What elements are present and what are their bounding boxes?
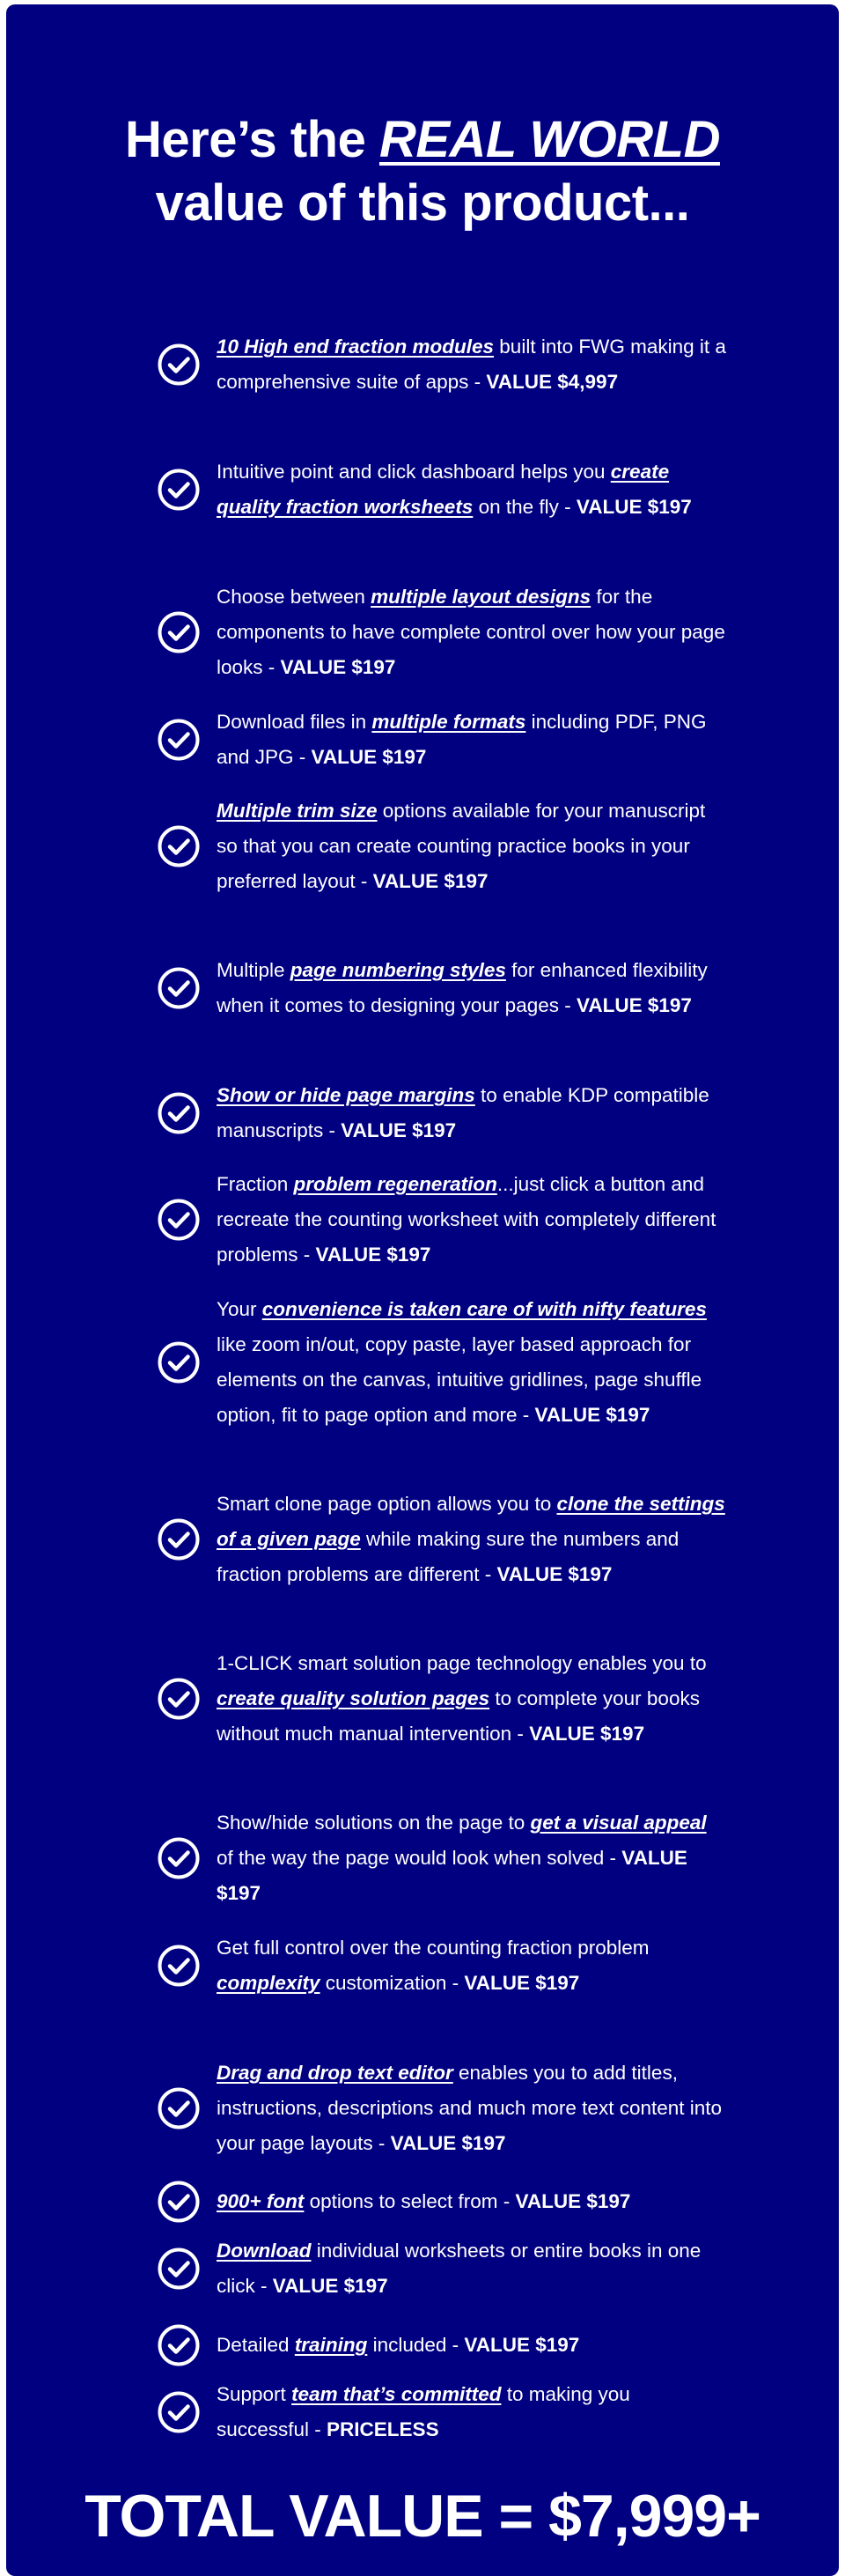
feature-highlight: problem regeneration	[293, 1173, 497, 1195]
check-circle-icon	[157, 1198, 201, 1242]
check-circle-icon	[157, 1091, 201, 1135]
list-item	[157, 2056, 729, 2161]
headline-prefix: Here’s the	[125, 111, 379, 168]
headline-emphasis: REAL WORLD	[378, 111, 720, 168]
feature-text: Detailed training included - VALUE $197	[217, 2334, 580, 2356]
feature-highlight: create quality fraction worksheets	[217, 461, 670, 518]
feature-value: VALUE $4,997	[486, 371, 619, 393]
check-circle-icon	[157, 718, 201, 762]
list-item	[157, 1805, 729, 1911]
check-circle-icon	[157, 610, 201, 654]
feature-text: Download files in multiple formats including PDF, PNG and JPG - VALUE $197	[217, 711, 707, 768]
feature-text: Fraction problem regeneration...just click a button and recreate the counting worksheet with completely different problems - VALUE $197	[217, 1173, 716, 1266]
feature-value: VALUE $197	[280, 656, 396, 678]
list-item	[157, 1646, 729, 1752]
feature-value: VALUE $197	[390, 2132, 506, 2154]
feature-highlight: 900+ font	[217, 2190, 305, 2212]
check-circle-icon	[157, 1340, 201, 1384]
list-item	[157, 1930, 729, 2001]
feature-highlight: Show or hide page margins	[217, 1084, 475, 1106]
feature-highlight: Drag and drop text editor	[217, 2062, 453, 2084]
feature-value: VALUE $197	[529, 1723, 645, 1745]
check-circle-icon	[157, 2180, 201, 2224]
feature-text: Multiple page numbering styles for enhanced flexibility when it comes to designing your pages - VALUE $197	[217, 959, 708, 1016]
list-item	[157, 329, 729, 400]
check-circle-icon	[157, 824, 201, 868]
feature-highlight: complexity	[217, 1972, 320, 1994]
feature-value: VALUE $197	[315, 1244, 431, 1266]
feature-value: VALUE $197	[576, 496, 692, 518]
feature-value: VALUE $197	[311, 746, 427, 768]
feature-value: VALUE $197	[534, 1404, 650, 1426]
check-circle-icon	[157, 1944, 201, 1988]
total-value-heading: TOTAL VALUE = $7,999+	[84, 2483, 760, 2550]
feature-value: VALUE $197	[576, 994, 692, 1016]
feature-text: Drag and drop text editor enables you to add titles, instructions, descriptions and much more text content into your page layouts - VALUE $197	[217, 2062, 723, 2154]
feature-text: 900+ font options to select from - VALUE $197	[217, 2190, 631, 2212]
list-item	[157, 2233, 729, 2304]
feature-highlight: multiple formats	[371, 711, 526, 733]
list-item	[157, 1078, 729, 1148]
feature-text: Show or hide page margins to enable KDP compatible manuscripts - VALUE $197	[217, 1084, 709, 1141]
feature-highlight: team that’s committed	[291, 2383, 502, 2405]
feature-value: VALUE $197	[464, 2334, 580, 2356]
check-circle-icon	[157, 1836, 201, 1880]
feature-text: Multiple trim size options available for your manuscript so that you can create counting practice books in your preferred layout - VALUE $197	[217, 800, 706, 892]
check-circle-icon	[157, 2390, 201, 2434]
feature-text: Intuitive point and click dashboard helps you create quality fraction worksheets on the fly - VALUE $197	[217, 461, 692, 518]
check-circle-icon	[157, 1517, 201, 1561]
list-item	[157, 579, 729, 685]
feature-text: Your convenience is taken care of with nifty features like zoom in/out, copy paste, layer based approach for elements on the canvas, intuitive gridlines, page shuffle option, fit to page option and more - VALUE $197	[217, 1298, 707, 1426]
feature-value: VALUE $197	[515, 2190, 631, 2212]
feature-value: VALUE $197	[217, 1847, 687, 1904]
list-item	[157, 2180, 729, 2224]
feature-highlight: convenience is taken care of with nifty features	[261, 1298, 707, 1320]
feature-list	[6, 4, 839, 2576]
feature-highlight: Multiple trim size	[217, 800, 378, 822]
feature-highlight: 10 High end fraction modules	[217, 336, 495, 358]
feature-highlight: clone the settings of a given page	[217, 1493, 725, 1550]
list-item	[157, 2377, 729, 2447]
feature-text: Choose between multiple layout designs for the components to have complete control over how your page looks - VALUE $197	[217, 586, 725, 678]
feature-value: VALUE $197	[341, 1119, 457, 1141]
feature-highlight: Download	[217, 2240, 312, 2262]
list-item	[157, 2323, 729, 2367]
headline-suffix: value of this product...	[155, 174, 690, 232]
feature-value: VALUE $197	[272, 2275, 388, 2297]
feature-highlight: get a visual appeal	[530, 1812, 707, 1834]
list-item	[157, 793, 729, 899]
check-circle-icon	[157, 2086, 201, 2130]
feature-text: Download individual worksheets or entire books in one click - VALUE $197	[217, 2240, 702, 2297]
check-circle-icon	[157, 468, 201, 512]
check-circle-icon	[157, 343, 201, 387]
list-item	[157, 454, 729, 525]
feature-text: 10 High end fraction modules built into FWG making it a comprehensive suite of apps - VALUE $4,997	[217, 336, 726, 393]
list-item	[157, 1167, 729, 1273]
value-panel	[6, 4, 839, 2576]
feature-highlight: multiple layout designs	[371, 586, 592, 608]
list-item	[157, 953, 729, 1023]
feature-text: 1-CLICK smart solution page technology enables you to create quality solution pages to complete your books without much manual intervention - VALUE $197	[217, 1652, 707, 1745]
list-item	[157, 1292, 729, 1433]
feature-highlight: create quality solution pages	[217, 1687, 490, 1709]
feature-value: VALUE $197	[464, 1972, 580, 1994]
feature-text: Get full control over the counting fraction problem complexity customization - VALUE $197	[217, 1937, 650, 1994]
feature-highlight: training	[294, 2334, 368, 2356]
check-circle-icon	[157, 1677, 201, 1721]
feature-value: PRICELESS	[327, 2418, 439, 2440]
check-circle-icon	[157, 966, 201, 1010]
feature-value: VALUE $197	[496, 1563, 613, 1585]
feature-text: Smart clone page option allows you to clone the settings of a given page while making sure the numbers and fraction problems are different - VALUE $197	[217, 1493, 725, 1585]
feature-text: Show/hide solutions on the page to get a visual appeal of the way the page would look when solved - VALUE $197	[217, 1812, 707, 1904]
feature-text: Support team that’s committed to making you successful - PRICELESS	[217, 2383, 630, 2440]
feature-value: VALUE $197	[372, 870, 489, 892]
list-item	[157, 1487, 729, 1592]
check-circle-icon	[157, 2323, 201, 2367]
feature-highlight: page numbering styles	[290, 959, 506, 981]
check-circle-icon	[157, 2247, 201, 2291]
list-item	[157, 705, 729, 775]
